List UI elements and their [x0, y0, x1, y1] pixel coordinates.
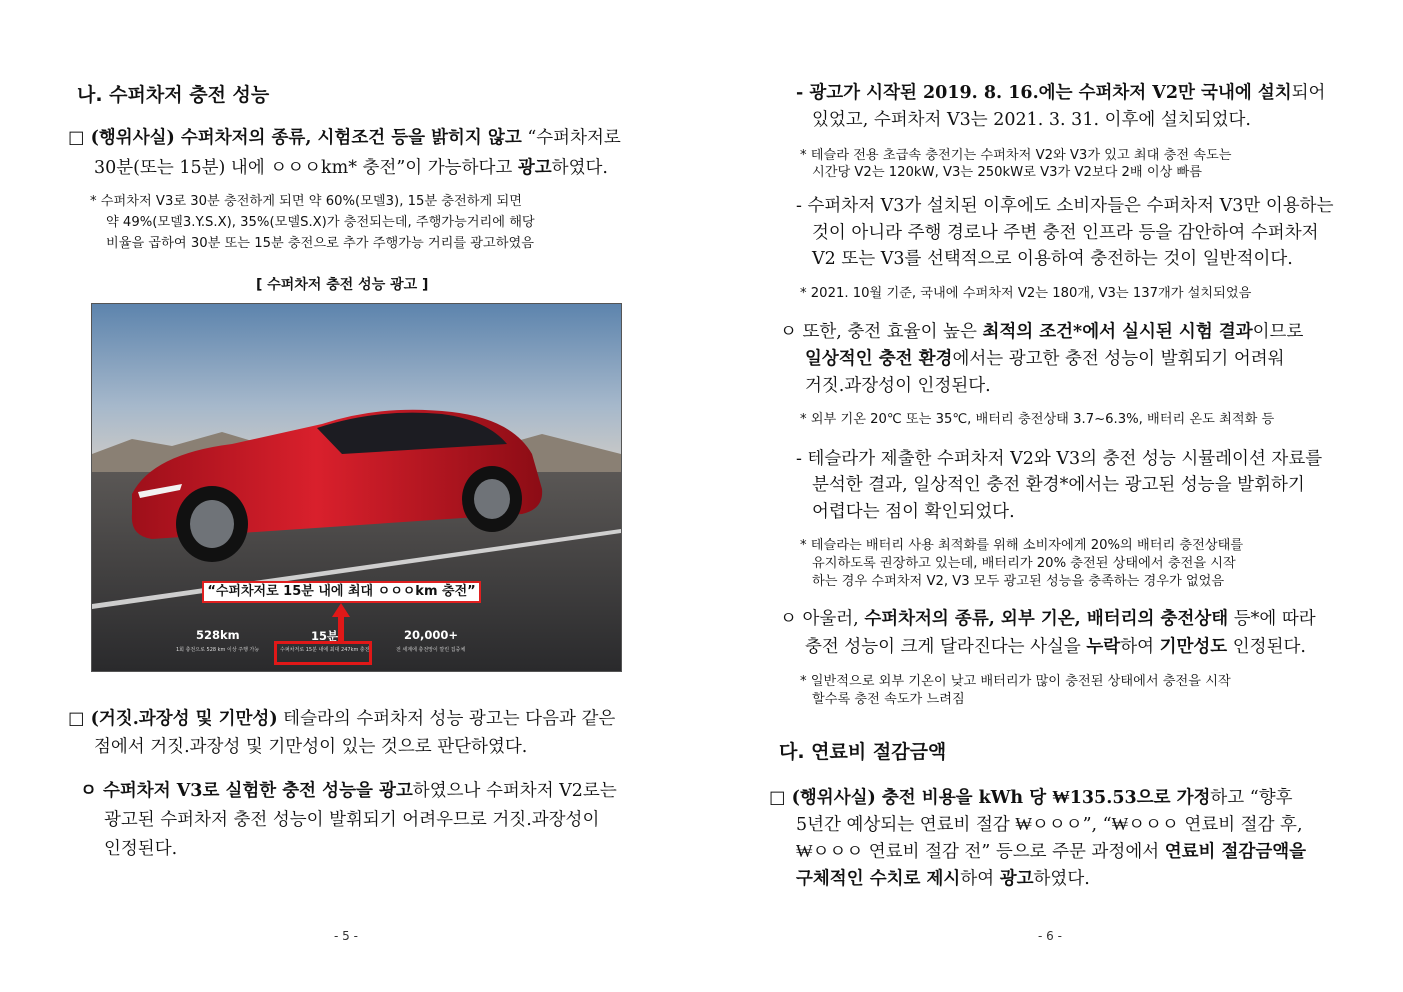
footnote-line: 시간당 V2는 120kW, V3는 250kW로 V3가 V2보다 2배 이상 빠름: [812, 165, 1202, 180]
bullet-optimal-line3: 거짓.과장성이 인정된다.: [805, 376, 991, 396]
page-number: - 5 -: [334, 929, 358, 943]
fact-text-bold: 광고: [517, 158, 552, 178]
fact-text: 30분(또는 15분) 내에 ㅇㅇㅇkm* 충전”이 가능하다고: [94, 158, 518, 178]
footnote-line: 약 49%(모델3.Y.S.X), 35%(모델S.X)가 충전되는데, 주행가능거리에 해당: [106, 215, 535, 230]
page-number: - 6 -: [1038, 929, 1062, 943]
fuel-text: 하여: [960, 869, 1000, 889]
dash-item-line3: V2 또는 V3를 선택적으로 이용하여 충전하는 것이 일반적이다.: [812, 249, 1293, 269]
bullet-optimal-line2: [805, 346, 1285, 373]
footnote-line: * 테슬라 전용 초급속 충전기는 수퍼차저 V2와 V3가 있고 최대 충전 속도는: [800, 148, 1232, 163]
footnote-line: 비율을 곱하여 30분 또는 15분 충전으로 추가 주행가능 거리를 광고하였음: [106, 236, 534, 251]
dash-item-line3: 어렵다는 점이 확인되었다.: [812, 502, 1015, 522]
bullet-text: 이므로: [1252, 322, 1304, 342]
bullet-text: 하였으나 수퍼차저 V2로는: [412, 781, 617, 801]
bullet-bold: 누락: [1086, 637, 1121, 657]
dash-item-line2: 있었고, 수퍼차저 V3는 2021. 3. 31. 이후에 설치되었다.: [812, 110, 1251, 130]
fuel-paragraph-line4: [796, 866, 1090, 893]
fact-text: “수퍼차저로: [521, 128, 621, 148]
stat-charge-time-label: 수퍼차저로 15분 내에 최대 247km 충전: [280, 647, 370, 653]
bullet-omission-line1: [780, 606, 1316, 633]
footnote-line: * 외부 기온 20℃ 또는 35℃, 배터리 충전상태 3.7~6.3%, 배터리 온도 최적화 등: [800, 412, 1275, 427]
stat-range-value: 528km: [196, 628, 240, 642]
stat-chargers-value: 20,000+: [404, 628, 459, 642]
bullet-bold: ㅇ 수퍼차저 V3로 실험한 충전 성능을 광고: [80, 781, 413, 801]
dash-item-line2: 것이 아니라 주행 경로나 주변 충전 인프라 등을 감안하여 수퍼차저: [812, 223, 1319, 243]
page-6: [701, 0, 1403, 992]
highlight-box: [274, 641, 372, 665]
stat-range-label: 1회 충전으로 528 km 이상 주행 가능: [176, 647, 260, 653]
fuel-text: 하고 “향후: [1210, 788, 1293, 808]
footnote-line: 할수록 충전 속도가 느려짐: [812, 692, 965, 707]
bullet-omission-line2: [805, 634, 1306, 661]
bullet-v3-line1: [80, 778, 617, 805]
section-heading-supercharger: 나. 수퍼차저 충전 성능: [77, 84, 270, 106]
judgment-paragraph-line2: 점에서 거짓.과장성 및 기만성이 있는 것으로 판단하였다.: [94, 737, 528, 757]
dash-bold: - 광고가 시작된 2019. 8. 16.에는 수퍼차저 V2만 국내에 설치: [796, 83, 1292, 103]
bullet-bold: 최적의 조건*에서 실시된 시험 결과: [982, 322, 1253, 342]
judgment-paragraph-line1: [68, 706, 615, 733]
fuel-text: 하였다.: [1033, 869, 1090, 889]
bullet-v3-line2: 광고된 수퍼차저 충전 성능이 발휘되기 어려우므로 거짓.과장성이: [104, 810, 600, 830]
bullet-text: 에서는 광고한 충전 성능이 발휘되기 어려워: [952, 349, 1285, 369]
section-heading-fuel-savings: 다. 연료비 절감금액: [779, 741, 947, 763]
bullet-optimal-line1: [780, 319, 1303, 346]
bullet-bold: 일상적인 충전 환경: [805, 349, 953, 369]
bullet-bold: 기만성도: [1159, 637, 1228, 657]
judgment-text: 테슬라의 수퍼차저 성능 광고는 다음과 같은: [277, 709, 616, 729]
bullet-text: 하여: [1120, 637, 1160, 657]
judgment-label: □ (거짓.과장성 및 기만성): [68, 709, 278, 729]
footnote-line: * 2021. 10월 기준, 국내에 수퍼차저 V2는 180개, V3는 137개가 설치되었음: [800, 286, 1252, 301]
bullet-text: 충전 성능이 크게 달라진다는 사실을: [805, 637, 1087, 657]
dash-text: 되어: [1291, 83, 1326, 103]
bullet-v3-line3: 인정된다.: [104, 839, 178, 859]
ad-claim-callout: “수퍼차저로 15분 내에 최대 ㅇㅇㅇkm 충전”: [202, 581, 481, 603]
footnote-line: 하는 경우 수퍼차저 V2, V3 모두 광고된 성능을 충족하는 경우가 없었음: [812, 574, 1225, 589]
fact-paragraph-line1: [68, 125, 621, 152]
bullet-text: ㅇ 또한, 충전 효율이 높은: [780, 322, 983, 342]
fuel-paragraph-line3: [796, 839, 1306, 866]
bullet-bold: 수퍼차저의 종류, 외부 기온, 배터리의 충전상태: [864, 609, 1229, 629]
dash-item-line1: - 테슬라가 제출한 수퍼차저 V2와 V3의 충전 성능 시뮬레이션 자료를: [796, 449, 1323, 469]
fuel-paragraph-line1: [769, 785, 1293, 812]
dash-item-line2: 분석한 결과, 일상적인 충전 환경*에서는 광고된 성능을 발휘하기: [812, 475, 1305, 495]
car-illustration: [92, 304, 621, 671]
footnote-line: * 수퍼차저 V3로 30분 충전하게 되면 약 60%(모델3), 15분 충전하게 되면: [90, 194, 522, 209]
dash-item-line1: [796, 80, 1325, 107]
fuel-paragraph-line2: 5년간 예상되는 연료비 절감 ₩ㅇㅇㅇ”, “₩ㅇㅇㅇ 연료비 절감 후,: [796, 815, 1303, 835]
dash-item-line1: - 수퍼차저 V3가 설치된 이후에도 소비자들은 수퍼차저 V3만 이용하는: [796, 196, 1334, 216]
footnote-line: 유지하도록 권장하고 있는데, 배터리가 20% 충전된 상태에서 충전을 시작: [812, 556, 1236, 571]
fuel-text: ₩ㅇㅇㅇ 연료비 절감 전” 등으로 주문 과정에서: [796, 842, 1165, 862]
bullet-text: 등*에 따라: [1228, 609, 1316, 629]
fuel-bold: 구체적인 수치로 제시: [796, 869, 961, 889]
page-5: [0, 0, 700, 992]
fact-label: □ (행위사실) 수퍼차저의 종류, 시험조건 등을 밝히지 않고: [68, 128, 522, 148]
bullet-text: 인정된다.: [1227, 637, 1306, 657]
footnote-line: * 테슬라는 배터리 사용 최적화를 위해 소비자에게 20%의 배터리 충전상태를: [800, 538, 1244, 553]
figure-caption: [ 수퍼차저 충전 성능 광고 ]: [256, 277, 429, 293]
fuel-bold: 광고: [999, 869, 1034, 889]
fact-text: 하였다.: [551, 158, 608, 178]
bullet-text: ㅇ 아울러,: [780, 609, 865, 629]
fuel-bold: 연료비 절감금액을: [1164, 842, 1307, 862]
fuel-bold: □ (행위사실) 충전 비용을 kWh 당 ₩135.53으로 가정: [769, 788, 1211, 808]
tesla-ad-image: [91, 303, 622, 672]
footnote-line: * 일반적으로 외부 기온이 낮고 배터리가 많이 충전된 상태에서 충전을 시작: [800, 674, 1231, 689]
fact-paragraph-line2: [94, 155, 608, 182]
stat-charge-time-value: 15분: [311, 629, 339, 643]
stat-chargers-label: 전 세계에 충전망이 깔린 집중체: [396, 647, 466, 653]
